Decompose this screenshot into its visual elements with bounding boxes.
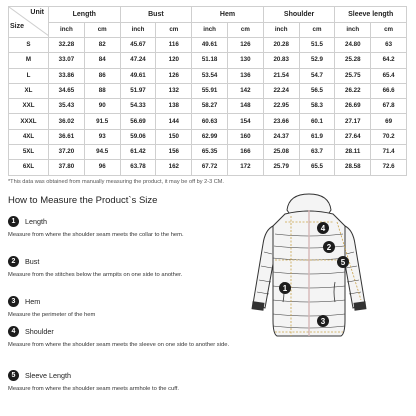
size-cell: XXXL [9, 114, 49, 129]
value-cell: 120 [156, 53, 192, 68]
value-cell: 36.02 [49, 114, 85, 129]
diagram-badge-4 [317, 222, 329, 234]
size-cell: S [9, 38, 49, 53]
svg-text:4: 4 [320, 224, 326, 233]
value-cell: 58.3 [299, 99, 335, 114]
diagram-badge-3 [317, 315, 329, 327]
value-cell: 96 [84, 160, 120, 175]
value-cell: 51.18 [192, 53, 228, 68]
value-cell: 84 [84, 53, 120, 68]
measure-name: Shoulder [25, 326, 54, 336]
value-cell: 144 [156, 114, 192, 129]
value-cell: 67.72 [192, 160, 228, 175]
value-cell: 90 [84, 99, 120, 114]
value-cell: 52.9 [299, 53, 335, 68]
value-cell: 24.37 [263, 129, 299, 144]
size-rows [9, 38, 407, 176]
diagram-badge-1 [279, 282, 291, 294]
value-cell: 65.35 [192, 145, 228, 160]
value-cell: 60.1 [299, 114, 335, 129]
svg-text:5: 5 [340, 258, 346, 267]
number-badge: 2 [8, 256, 19, 267]
number-badge: 1 [8, 216, 19, 227]
unit-header: cm [227, 23, 263, 38]
left-cuff [252, 301, 265, 311]
unit-header: inch [335, 23, 371, 38]
unit-header: inch [263, 23, 299, 38]
value-cell: 65.4 [371, 68, 407, 83]
group-header-hem: Hem [192, 7, 264, 23]
value-cell: 49.61 [120, 68, 156, 83]
measure-description: Measure from where the shoulder seam meets the sleeve on one side to another side. [8, 342, 230, 348]
value-cell: 64.2 [371, 53, 407, 68]
value-cell: 25.08 [263, 145, 299, 160]
size-cell: 6XL [9, 160, 49, 175]
unit-header: inch [49, 23, 85, 38]
value-cell: 162 [156, 160, 192, 175]
value-cell: 28.58 [335, 160, 371, 175]
measure-item-hem [8, 294, 270, 320]
value-cell: 37.80 [49, 160, 85, 175]
value-cell: 25.79 [263, 160, 299, 175]
diagram-badge-5 [337, 256, 349, 268]
value-cell: 32.28 [49, 38, 85, 53]
value-cell: 82 [84, 38, 120, 53]
value-cell: 33.07 [49, 53, 85, 68]
svg-text:1: 1 [282, 284, 288, 293]
value-cell: 86 [84, 68, 120, 83]
value-cell: 148 [227, 99, 263, 114]
group-header-bust: Bust [120, 7, 192, 23]
table-row [9, 160, 407, 175]
value-cell: 51.5 [299, 38, 335, 53]
measure-item-length [8, 214, 270, 240]
measure-description: Measure from where the shoulder seam meets the collar to the hem. [8, 232, 184, 238]
number-badge: 4 [8, 326, 19, 337]
value-cell: 88 [84, 83, 120, 98]
value-cell: 154 [227, 114, 263, 129]
value-cell: 24.80 [335, 38, 371, 53]
number-badge: 3 [8, 296, 19, 307]
value-cell: 54.33 [120, 99, 156, 114]
value-cell: 61.9 [299, 129, 335, 144]
value-cell: 66.6 [371, 83, 407, 98]
measure-name: Sleeve Length [25, 370, 71, 380]
measure-description: Measure the perimeter of the hem [8, 312, 96, 318]
value-cell: 45.67 [120, 38, 156, 53]
value-cell: 70.2 [371, 129, 407, 144]
number-badge: 5 [8, 370, 19, 381]
value-cell: 34.65 [49, 83, 85, 98]
value-cell: 53.54 [192, 68, 228, 83]
size-cell: XXL [9, 99, 49, 114]
size-cell: 4XL [9, 129, 49, 144]
value-cell: 166 [227, 145, 263, 160]
value-cell: 136 [227, 68, 263, 83]
value-cell: 63 [371, 38, 407, 53]
svg-text:2: 2 [326, 243, 332, 252]
group-header-sleeve-length: Sleeve length [335, 7, 407, 23]
value-cell: 23.66 [263, 114, 299, 129]
value-cell: 126 [227, 38, 263, 53]
size-label: Size [10, 23, 25, 30]
value-cell: 91.5 [84, 114, 120, 129]
value-cell: 69 [371, 114, 407, 129]
value-cell: 22.24 [263, 83, 299, 98]
group-header-shoulder: Shoulder [263, 7, 335, 23]
jacket-left-sleeve [253, 226, 273, 308]
value-cell: 21.54 [263, 68, 299, 83]
value-cell: 93 [84, 129, 120, 144]
svg-text:3: 3 [320, 317, 326, 326]
value-cell: 65.5 [299, 160, 335, 175]
unit-header: cm [371, 23, 407, 38]
value-cell: 33.86 [49, 68, 85, 83]
value-cell: 94.5 [84, 145, 120, 160]
measure-item-bust [8, 254, 270, 280]
size-cell: M [9, 53, 49, 68]
value-cell: 63.78 [120, 160, 156, 175]
right-cuff [354, 301, 367, 311]
value-cell: 25.28 [335, 53, 371, 68]
measure-description: Measure from where the shoulder seam meets armhole to the cuff. [8, 386, 179, 392]
value-cell: 51.97 [120, 83, 156, 98]
unit-size-corner [9, 7, 49, 38]
value-cell: 27.64 [335, 129, 371, 144]
value-cell: 56.5 [299, 83, 335, 98]
unit-header: cm [156, 23, 192, 38]
value-cell: 172 [227, 160, 263, 175]
table-header-row [9, 7, 407, 23]
value-cell: 49.61 [192, 38, 228, 53]
table-row [9, 83, 407, 98]
size-cell: L [9, 68, 49, 83]
size-cell: XL [9, 83, 49, 98]
unit-header: inch [192, 23, 228, 38]
table-row [9, 99, 407, 114]
table-row [9, 53, 407, 68]
value-cell: 36.61 [49, 129, 85, 144]
measure-name: Length [25, 216, 47, 226]
measure-item-sleeve-length [8, 368, 270, 394]
measurement-note: *This data was obtained from manually measuring the product, it may be off by 2-3 CM. [8, 179, 224, 185]
size-cell: 5XL [9, 145, 49, 160]
value-cell: 132 [156, 83, 192, 98]
value-cell: 47.24 [120, 53, 156, 68]
measure-item-shoulder [8, 324, 270, 350]
value-cell: 60.63 [192, 114, 228, 129]
table-row [9, 114, 407, 129]
size-chart-table [8, 6, 407, 176]
value-cell: 37.20 [49, 145, 85, 160]
value-cell: 126 [156, 68, 192, 83]
value-cell: 63.7 [299, 145, 335, 160]
units-row [9, 23, 407, 38]
value-cell: 56.69 [120, 114, 156, 129]
unit-header: cm [84, 23, 120, 38]
value-cell: 67.8 [371, 99, 407, 114]
measure-name: Bust [25, 256, 40, 266]
value-cell: 20.83 [263, 53, 299, 68]
unit-label: Unit [30, 9, 44, 16]
value-cell: 150 [156, 129, 192, 144]
value-cell: 62.99 [192, 129, 228, 144]
value-cell: 20.28 [263, 38, 299, 53]
value-cell: 72.6 [371, 160, 407, 175]
section-title: How to Measure the Product`s Size [8, 195, 158, 206]
table-row [9, 38, 407, 53]
value-cell: 25.75 [335, 68, 371, 83]
value-cell: 58.27 [192, 99, 228, 114]
table-row [9, 68, 407, 83]
value-cell: 55.91 [192, 83, 228, 98]
value-cell: 59.06 [120, 129, 156, 144]
value-cell: 35.43 [49, 99, 85, 114]
value-cell: 26.69 [335, 99, 371, 114]
value-cell: 156 [156, 145, 192, 160]
value-cell: 160 [227, 129, 263, 144]
jacket-diagram [245, 192, 373, 352]
value-cell: 28.11 [335, 145, 371, 160]
unit-header: inch [120, 23, 156, 38]
jacket-right-sleeve [345, 226, 365, 308]
value-cell: 22.95 [263, 99, 299, 114]
value-cell: 54.7 [299, 68, 335, 83]
value-cell: 138 [156, 99, 192, 114]
value-cell: 61.42 [120, 145, 156, 160]
value-cell: 116 [156, 38, 192, 53]
diagram-badge-2 [323, 241, 335, 253]
value-cell: 26.22 [335, 83, 371, 98]
unit-header: cm [299, 23, 335, 38]
group-header-length: Length [49, 7, 121, 23]
measure-name: Hem [25, 296, 41, 306]
value-cell: 27.17 [335, 114, 371, 129]
value-cell: 130 [227, 53, 263, 68]
measure-description: Measure from the stitches below the armpits on one side to another. [8, 272, 183, 278]
value-cell: 71.4 [371, 145, 407, 160]
table-row [9, 129, 407, 144]
table-row [9, 145, 407, 160]
value-cell: 142 [227, 83, 263, 98]
